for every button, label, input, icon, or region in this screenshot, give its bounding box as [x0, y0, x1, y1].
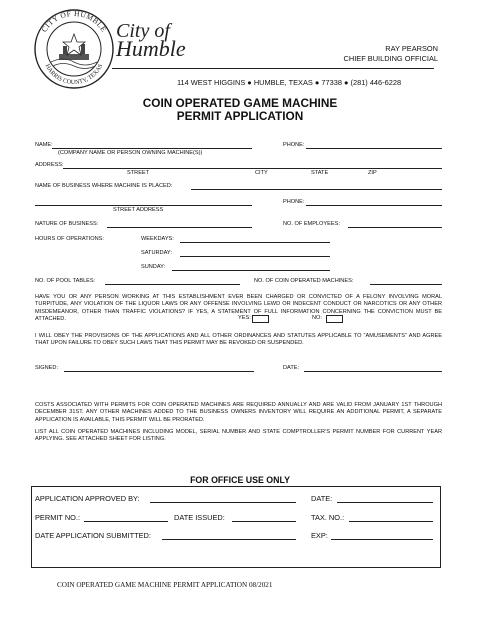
office-use-heading: FOR OFFICE USE ONLY	[190, 475, 290, 485]
hours-label: HOURS OF OPERATIONS:	[35, 236, 104, 242]
employees-label: NO. OF EMPLOYEES:	[283, 221, 340, 227]
felony-question-text: HAVE YOU OR ANY PERSON WORKING AT THIS ESTABLISHMENT EVER BEEN CHARGED OR CONVICTED OF A FELONY INVOLVING MORAL TURPITUDE, ANY VIOLATION OF THE LIQUOR LAWS OR ANY OFFENSE INVOLVING LEWD OR INDECENT CONDUCT OR NARCOTICS OR ANY OTHER MISDEMEANOR, OTHER THAN TRAFFIC VIOLATIONS? IF YES, A STATEMENT OF FULL INFORMATION CONCERNING THE CONVICTION MUST BE ATTACHED.	[35, 294, 442, 323]
title-line-2: PERMIT APPLICATION	[176, 109, 304, 123]
nature-of-business-label: NATURE OF BUSINESS:	[35, 221, 99, 227]
permit-no-field[interactable]	[84, 521, 168, 522]
business-name-label: NAME OF BUSINESS WHERE MACHINE IS PLACED:	[35, 183, 173, 189]
official-block	[344, 44, 438, 63]
state-sub-label: STATE	[311, 170, 329, 176]
official-title: CHIEF BUILDING OFFICIAL	[343, 53, 438, 63]
svg-text:CITY OF HUMBLE: CITY OF HUMBLE	[39, 8, 109, 34]
costs-paragraph: COSTS ASSOCIATED WITH PERMITS FOR COIN OPERATED MACHINES ARE REQUIRED ANNUALLY AND ARE VALID FROM JANUARY 1ST THROUGH DECEMBER 31ST. ANY OTHER MACHINES ADDED TO THE BUSINESS OWNERS INVENTORY WILL REQUIRE AN ADDITIONAL PERMIT, A SEPARATE APPLICATION IS AVAILABLE, THIS PERMIT WILL BE PRORATED.	[35, 402, 442, 423]
approval-date-label: DATE:	[311, 494, 333, 503]
svg-text:HARRIS COUNTY, TEXAS: HARRIS COUNTY, TEXAS	[43, 62, 105, 87]
permit-no-label: PERMIT NO.:	[35, 513, 81, 522]
coin-machines-field[interactable]	[370, 284, 442, 285]
name-label: NAME:	[35, 142, 53, 148]
no-checkbox[interactable]	[326, 315, 343, 323]
street-sub-label: STREET	[127, 170, 150, 176]
business-phone-label: PHONE:	[283, 199, 305, 205]
date-issued-label: DATE ISSUED:	[174, 513, 225, 522]
name-field[interactable]	[52, 148, 252, 149]
signed-date-label: DATE:	[283, 365, 300, 371]
approved-by-label: APPLICATION APPROVED BY:	[35, 494, 140, 503]
logo-line-humble: Humble	[116, 36, 186, 61]
approval-date-field[interactable]	[337, 502, 433, 503]
business-street-field[interactable]	[35, 205, 252, 206]
name-sub-label: (COMPANY NAME OR PERSON OWNING MACHINE(S))	[58, 150, 203, 156]
logo-line-city-of: City of	[116, 20, 170, 42]
address-field[interactable]	[63, 168, 442, 169]
address-label: ADDRESS:	[35, 162, 64, 168]
exp-label: EXP:	[311, 531, 328, 540]
zip-sub-label: ZIP	[368, 170, 377, 176]
coin-machines-label: NO. OF COIN OPERATED MACHINES:	[254, 278, 354, 284]
obey-statement-text: I WILL OBEY THE PROVISIONS OF THE APPLICATIONS AND ALL OTHER ORDINANCES AND STATUTES APPLICABLE TO “AMUSEMENTS” AND AGREE THAT UPON FAILURE TO OBEY SUCH LAWS THAT THIS PERMIT MAY BE REVOKED OR SUSPENDED.	[35, 333, 442, 347]
signed-date-field[interactable]	[304, 371, 442, 372]
weekdays-label: WEEKDAYS:	[141, 236, 174, 242]
signed-label: SIGNED:	[35, 365, 59, 371]
tax-no-label: TAX. NO.:	[311, 513, 345, 522]
city-sub-label: CITY	[255, 170, 268, 176]
list-machines-paragraph: LIST ALL COIN OPERATED MACHINES INCLUDING MODEL, SERIAL NUMBER AND STATE COMPTROLLER’S PERMIT NUMBER FOR CURRENT YEAR APPLYING. SEE ATTACHED SHEET FOR LISTING.	[35, 429, 442, 443]
pool-tables-field[interactable]	[105, 284, 240, 285]
form-title	[0, 97, 480, 123]
approved-by-field[interactable]	[150, 502, 296, 503]
phone-label: PHONE:	[283, 142, 305, 148]
business-name-field[interactable]	[191, 189, 442, 190]
saturday-field[interactable]	[180, 256, 330, 257]
date-issued-field[interactable]	[232, 521, 296, 522]
header-rule	[112, 68, 434, 69]
no-label: NO:	[312, 315, 322, 321]
city-address-line: 114 WEST HIGGINS ● HUMBLE, TEXAS ● 77338 ● (281) 446-6228	[176, 78, 402, 87]
saturday-label: SATURDAY:	[141, 250, 172, 256]
date-submitted-label: DATE APPLICATION SUBMITTED:	[35, 531, 151, 540]
date-submitted-field[interactable]	[162, 539, 296, 540]
footer-form-id: COIN OPERATED GAME MACHINE PERMIT APPLICATION 08/2021	[57, 581, 273, 589]
weekdays-field[interactable]	[180, 242, 330, 243]
nature-of-business-field[interactable]	[107, 227, 252, 228]
signature-field[interactable]	[64, 371, 254, 372]
sunday-label: SUNDAY:	[141, 264, 166, 270]
yes-label: YES:	[238, 315, 251, 321]
phone-field[interactable]	[306, 148, 442, 149]
tax-no-field[interactable]	[349, 521, 433, 522]
exp-field[interactable]	[331, 539, 433, 540]
employees-field[interactable]	[348, 227, 442, 228]
street-address-sub-label: STREET ADDRESS	[113, 207, 164, 213]
city-logo-wordmark	[116, 20, 186, 61]
title-line-1: COIN OPERATED GAME MACHINE	[142, 96, 338, 110]
yes-checkbox[interactable]	[252, 315, 269, 323]
business-phone-field[interactable]	[306, 205, 442, 206]
pool-tables-label: NO. OF POOL TABLES:	[35, 278, 96, 284]
official-name: RAY PEARSON	[385, 44, 438, 53]
sunday-field[interactable]	[172, 270, 330, 271]
